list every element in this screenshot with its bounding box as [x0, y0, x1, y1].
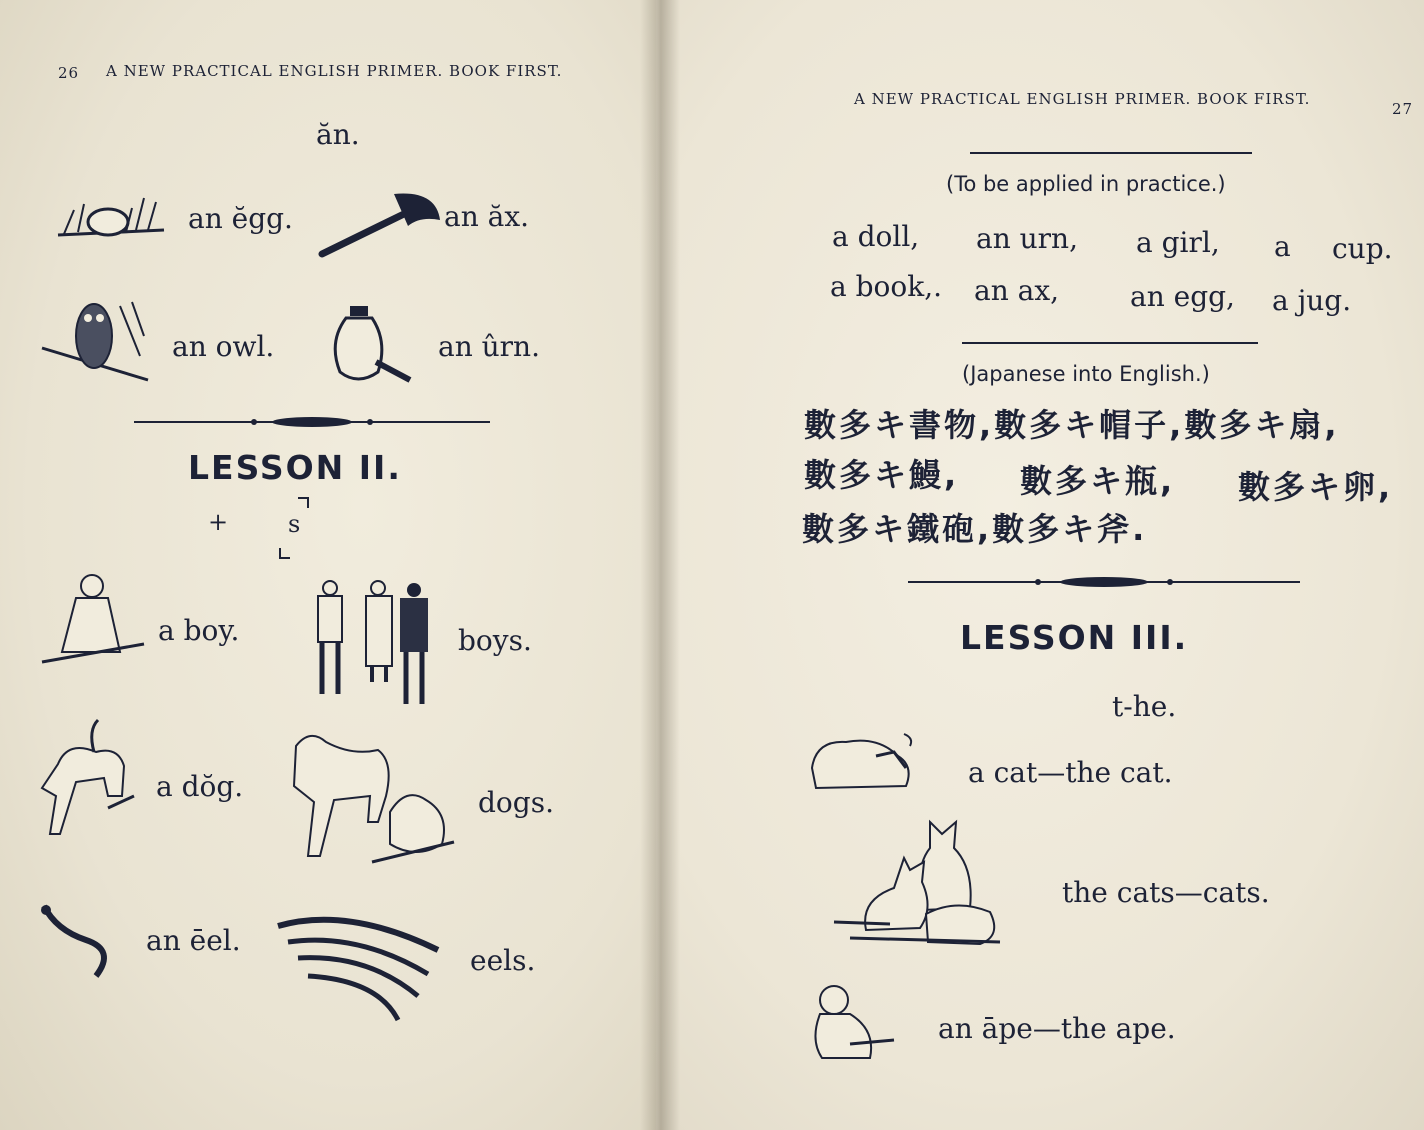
practice-a-jug: a jug. [1272, 284, 1352, 317]
top-word-an: ăn. [316, 118, 360, 151]
ornament-divider [134, 414, 490, 430]
translation-note: (Japanese into English.) [962, 362, 1210, 386]
cats-illustration [830, 818, 1002, 950]
practice-an-egg: an egg, [1130, 280, 1235, 313]
left-running-header: A NEW PRACTICAL ENGLISH PRIMER. BOOK FIRST. [106, 62, 563, 80]
kanji-line-1: 數多キ書物,數多キ帽子,數多キ扇, [804, 406, 1340, 444]
ape-illustration [800, 980, 896, 1066]
right-page [656, 0, 1424, 1130]
word-a-boy: a boy. [158, 614, 240, 647]
practice-note: (To be applied in practice.) [946, 172, 1226, 196]
left-page-number: 26 [58, 64, 80, 82]
egg-illustration [56, 190, 166, 245]
urn-illustration [328, 302, 413, 390]
phrase-an-ape-the-ape: an āpe—the ape. [938, 1012, 1176, 1045]
kanji-eggs: 數多キ卵, [1238, 468, 1394, 506]
word-an-ax: an ăx. [444, 200, 530, 233]
word-a-dog: a dŏg. [156, 770, 244, 803]
phrase-the-cats-cats: the cats—cats. [1062, 876, 1270, 909]
bracket-mark [276, 496, 312, 560]
word-boys: boys. [458, 624, 532, 657]
eels-illustration [268, 896, 448, 1026]
word-an-eel: an ēel. [146, 924, 241, 957]
phrase-a-cat-the-cat: a cat—the cat. [968, 756, 1173, 789]
book-gutter [640, 0, 680, 1130]
word-an-owl: an owl. [172, 330, 275, 363]
left-page [0, 0, 660, 1130]
practice-an-ax: an ax, [974, 274, 1060, 307]
right-running-header: A NEW PRACTICAL ENGLISH PRIMER. BOOK FIRST. [854, 90, 1311, 108]
dog-illustration [38, 716, 138, 840]
kanji-eels: 數多キ鰻, [804, 456, 960, 494]
word-eels: eels. [470, 944, 536, 977]
practice-a: a [1274, 230, 1291, 263]
plus-sign: + [208, 508, 229, 536]
eel-illustration [36, 900, 120, 980]
rule-top [970, 152, 1252, 154]
boys-illustration [312, 578, 440, 708]
practice-an-urn: an urn, [976, 222, 1078, 255]
dogs-illustration [286, 726, 456, 868]
lesson-iii-title: LESSON III. [960, 618, 1189, 657]
word-an-egg: an ĕgg. [188, 202, 293, 235]
word-dogs: dogs. [478, 786, 554, 819]
practice-a-doll: a doll, [832, 220, 920, 253]
practice-a-book: a book,. [830, 270, 942, 303]
ornament-divider-right [908, 574, 1300, 590]
right-page-number: 27 [1392, 100, 1414, 118]
suffix-s: s [288, 510, 301, 538]
rule-middle [962, 342, 1258, 344]
kanji-line-3: 數多キ鐵砲,數多キ斧. [802, 510, 1148, 548]
word-the: t-he. [1112, 690, 1177, 723]
practice-cup: cup. [1332, 232, 1393, 265]
boy-illustration [40, 568, 145, 666]
cat-illustration [806, 726, 918, 796]
lesson-ii-title: LESSON II. [188, 448, 402, 487]
word-an-urn: an ûrn. [438, 330, 540, 363]
kanji-bottles: 數多キ瓶, [1020, 462, 1176, 500]
ax-illustration [316, 186, 446, 261]
owl-illustration [40, 296, 150, 391]
practice-a-girl: a girl, [1136, 226, 1220, 259]
